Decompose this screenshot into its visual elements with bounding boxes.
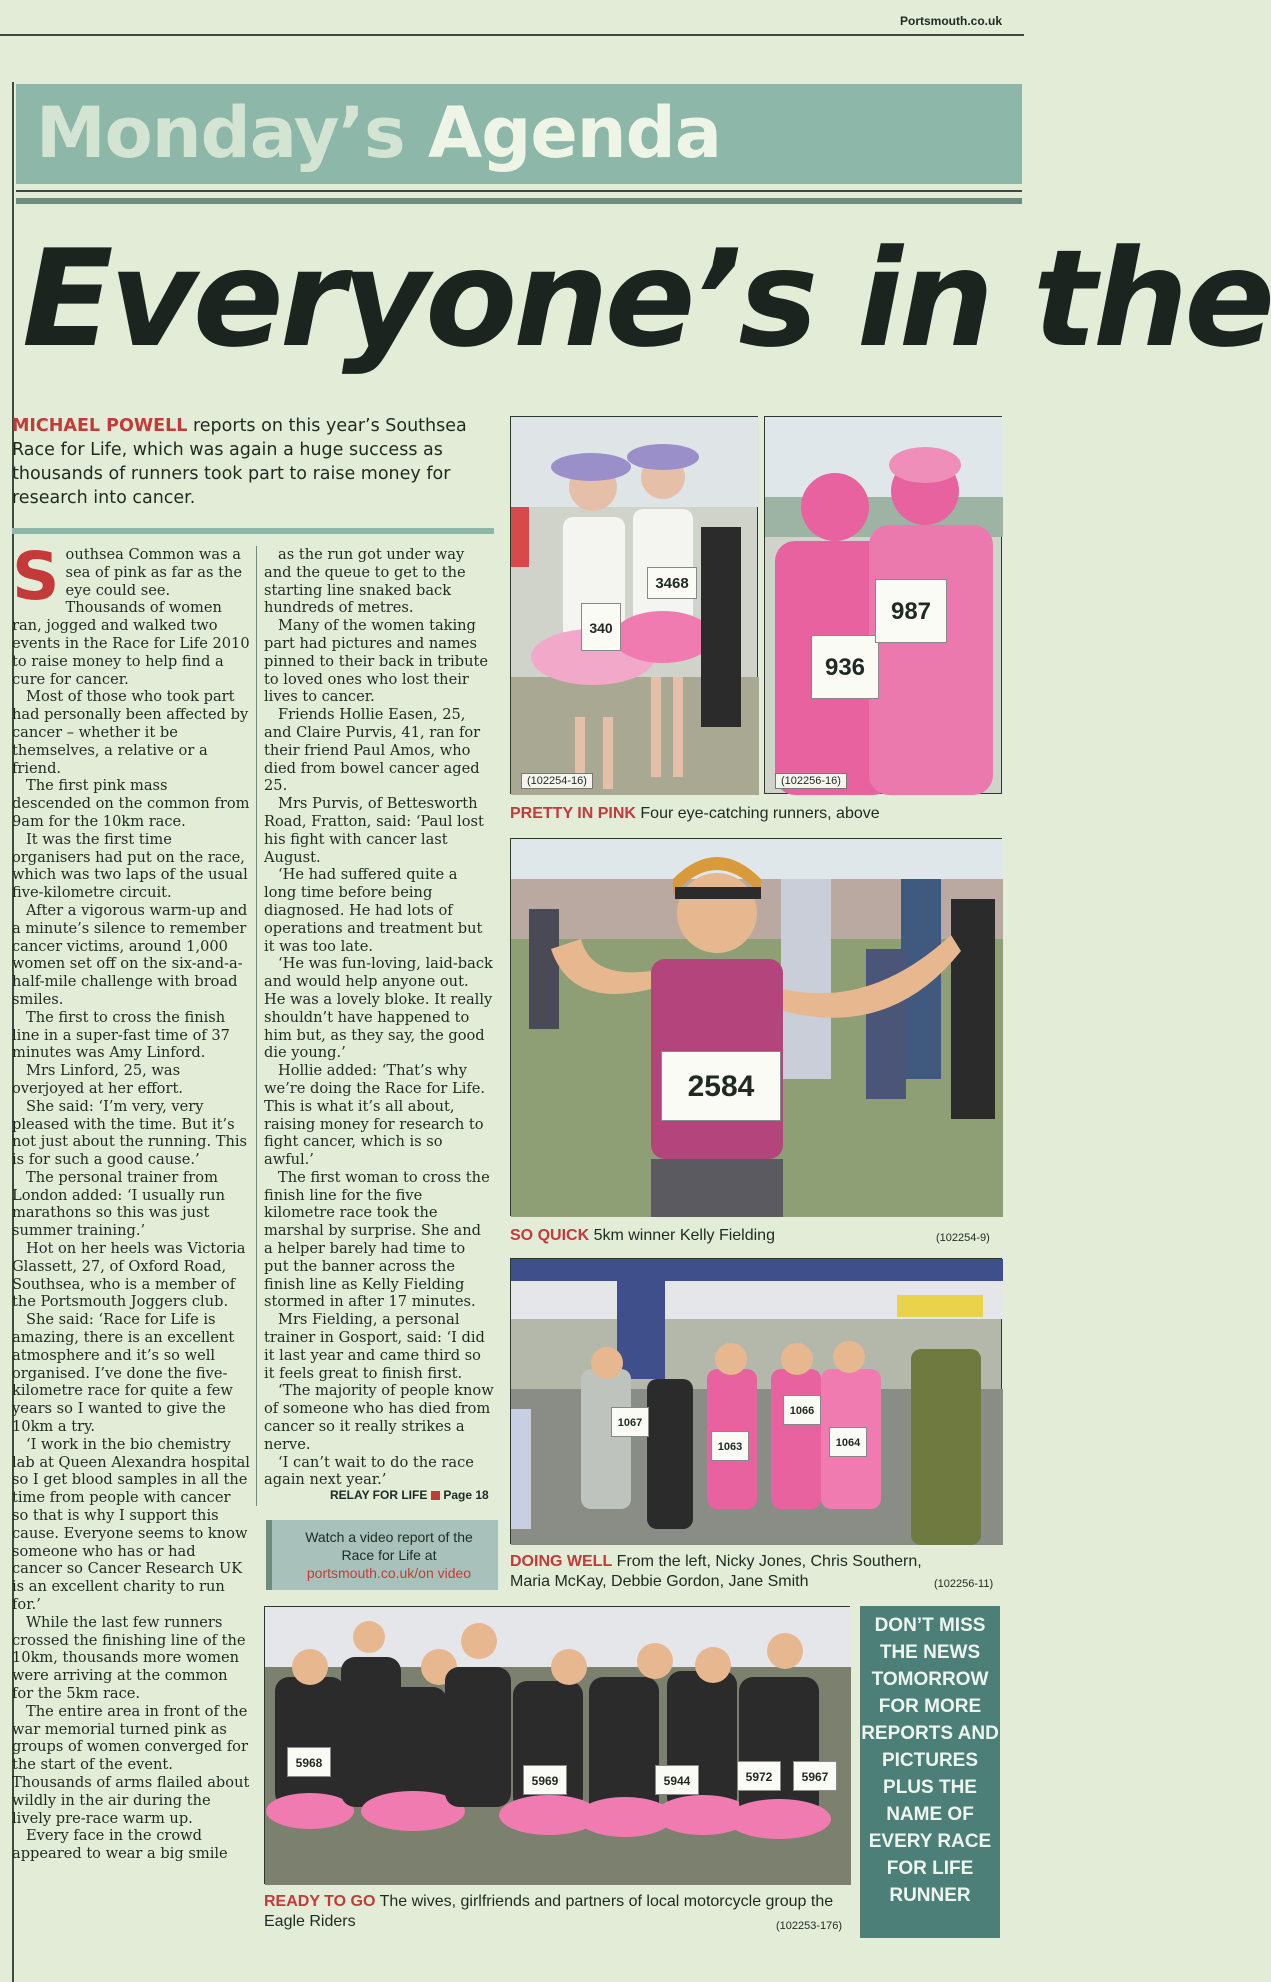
column-divider	[256, 546, 257, 1506]
article-paragraph: The entire area in front of the war memorial turned pink as groups of women converged for the start of the event. Thousands of arms flailed about wildly in the air during the lively pre-race warm up.	[12, 1702, 250, 1827]
article-paragraph: She said: ‘I’m very, very pleased with the time. But it’s not just about the running. This is for such a good cause.’	[12, 1097, 248, 1169]
photo-scene	[511, 417, 759, 795]
byline: MICHAEL POWELL	[12, 416, 188, 436]
promo-box: DON’T MISS THE NEWS TOMORROW FOR MORE REPORTS AND PICTURES PLUS THE NAME OF EVERY RACE FOR LIFE RUNNER	[860, 1606, 1000, 1938]
photo-scene	[511, 839, 1003, 1217]
photo-ref: (102254-16)	[521, 773, 593, 789]
article-paragraph: Many of the women taking part had pictures and names pinned to their back in tribute to loved ones who lost their lives to cancer.	[264, 617, 489, 706]
relay-page: Page 18	[443, 1488, 489, 1502]
caption-lead: READY TO GO	[264, 1893, 376, 1910]
race-bib: 1064	[829, 1427, 867, 1457]
article-paragraph: ‘He had suffered quite a long time before being diagnosed. He had lots of operations and treatment but it was too late.	[264, 866, 483, 955]
photo-so-quick	[510, 838, 1002, 1216]
banner-rule	[16, 190, 1022, 192]
race-bib: 2584	[661, 1051, 781, 1121]
video-line-1: Watch a video report of the	[305, 1529, 473, 1545]
relay-label: RELAY FOR LIFE	[330, 1488, 428, 1502]
caption-text: From the left, Nicky Jones, Chris Southern, Maria McKay, Debbie Gordon, Jane Smith	[510, 1553, 922, 1590]
standfirst-rule	[12, 528, 494, 534]
article-paragraph: After a vigorous warm-up and a minute’s silence to remember cancer victims, around 1,000 women set off on the six-and-a-half-mile challenge with broad smiles.	[12, 901, 248, 1008]
article-paragraph: The first to cross the finish line in a super-fast time of 37 minutes was Amy Linford.	[12, 1008, 230, 1062]
photo-doing-well	[510, 1258, 1002, 1544]
article-paragraph: as the run got under way and the queue to get to the starting line snaked back hundreds of metres.	[264, 546, 466, 617]
article-paragraph: Mrs Fielding, a personal trainer in Gosport, said: ‘I did it last year and came third so it feels great to finish first.	[264, 1311, 485, 1382]
caption-ref: (102254-9)	[936, 1232, 990, 1244]
crossref-square-icon	[431, 1491, 440, 1500]
caption-text: The wives, girlfriends and partners of local motorcycle group the Eagle Riders	[264, 1893, 834, 1930]
section-title	[36, 84, 721, 182]
article-paragraph: ‘The majority of people know of someone who has died from cancer so it really strikes a nerve.	[264, 1382, 494, 1453]
article-paragraph: Most of those who took part had personally been affected by cancer – whether it be themselves, a relative or a friend.	[12, 688, 249, 777]
banner-rule-thick	[16, 198, 1022, 204]
article-paragraph: Mrs Linford, 25, was overjoyed at her effort.	[12, 1062, 183, 1097]
article-column-2	[264, 546, 494, 1489]
article-paragraph: Southsea Common was a sea of pink as far as the eye could see. Thousands of women ran, jogged and walked two events in the Race for Life 2010 to raise money to help find a cure for cancer.	[12, 538, 250, 688]
race-bib: 5972	[737, 1761, 781, 1791]
race-bib: 5969	[523, 1765, 567, 1795]
caption-ref: (102256-11)	[934, 1578, 994, 1590]
article-paragraph: ‘He was fun-loving, laid-back and would help anyone out. He was a lovely bloke. It really shouldn’t have happened to him but, as they say, the good die young.’	[264, 955, 493, 1062]
video-box	[266, 1520, 498, 1590]
article-paragraph: The first pink mass descended on the common from 9am for the 10km race.	[12, 777, 250, 830]
caption-so-quick	[510, 1226, 910, 1246]
video-link[interactable]: portsmouth.co.uk/on video	[306, 1565, 472, 1581]
caption-doing-well	[510, 1552, 930, 1592]
standfirst-text: reports on this year’s Southsea Race for Life, which was again a huge success as thousands of runners took part to raise money for research into cancer.	[12, 416, 467, 508]
article-paragraph: Hollie added: ‘That’s why we’re doing the Race for Life. This is what it’s all about, raising money for research to fight cancer, which is so awful.’	[264, 1062, 486, 1169]
section-word-2: Agenda	[428, 92, 721, 174]
caption-ref: (102253-176)	[776, 1920, 843, 1932]
photo-ref: (102256-16)	[775, 773, 847, 789]
article-paragraph: She said: ‘Race for Life is amazing, there is an excellent atmosphere and it’s so well organised. I’ve done the five-kilometre race for quite a few years so I wanted to give the 10km a try.	[12, 1311, 235, 1436]
standfirst	[12, 414, 490, 510]
caption-text: 5km winner Kelly Fielding	[589, 1227, 775, 1244]
race-bib: 3468	[647, 567, 697, 599]
article-paragraph: Mrs Purvis, of Bettesworth Road, Fratton, said: ‘Paul lost his fight with cancer last August.	[264, 795, 484, 866]
photo-pretty-in-pink-right	[764, 416, 1002, 794]
caption-text: Four eye-catching runners, above	[635, 805, 880, 822]
section-word-1: Monday’s	[36, 92, 405, 174]
article-paragraph: Friends Hollie Easen, 25, and Claire Purvis, 41, ran for their friend Paul Amos, who died from bowel cancer aged 25.	[264, 706, 481, 795]
site-url: Portsmouth.co.uk	[899, 14, 1002, 28]
article-paragraph: ‘I can’t wait to do the race again next year.’	[264, 1453, 474, 1489]
race-bib: 340	[581, 603, 621, 651]
race-bib: 936	[811, 635, 879, 699]
article-paragraph: ‘I work in the bio chemistry lab at Queen Alexandra hospital so I get blood samples in all the time from people with cancer so that is why I support this cause. Everyone seems to know someone who has or had cancer so Cancer Research UK is an excellent charity to run for.’	[12, 1435, 250, 1614]
drop-cap: S	[12, 538, 60, 615]
article-paragraph: It was the first time organisers had put on the race, which was two laps of the usual five-kilometre circuit.	[12, 830, 248, 902]
race-bib: 987	[875, 579, 947, 643]
caption-lead: SO QUICK	[510, 1227, 590, 1244]
caption-lead: PRETTY IN PINK	[510, 805, 636, 822]
article-paragraph: The personal trainer from London added: ‘I usually run marathons so this was just summer training.’	[12, 1168, 225, 1240]
article-column-1	[12, 538, 250, 1863]
article-paragraph: Hot on her heels was Victoria Glassett, 27, of Oxford Road, Southsea, who is a member of the Portsmouth Joggers club.	[12, 1240, 246, 1311]
race-bib: 5944	[655, 1765, 699, 1795]
race-bib: 1066	[783, 1395, 821, 1425]
photo-ready-to-go	[264, 1606, 850, 1884]
race-bib: 5968	[287, 1747, 331, 1777]
relay-crossref	[330, 1488, 489, 1502]
race-bib: 1063	[711, 1431, 749, 1461]
photo-pretty-in-pink-left	[510, 416, 758, 794]
caption-ready-to-go	[264, 1892, 844, 1932]
photo-scene	[265, 1607, 851, 1885]
race-bib: 1067	[611, 1407, 649, 1437]
caption-lead: DOING WELL	[510, 1553, 613, 1570]
race-bib: 5967	[793, 1761, 837, 1791]
article-paragraph: The first woman to cross the finish line for the five kilometre race took the marshal by surprise. She and a helper barely had time to put the banner across the finish line as Kelly Fielding stormed in after 17 minutes.	[264, 1168, 490, 1311]
photo-scene	[511, 1259, 1003, 1545]
top-rule	[0, 34, 1024, 36]
article-paragraph: Every face in the crowd appeared to wear a big smile	[12, 1827, 228, 1863]
video-line-2: Race for Life at	[341, 1547, 437, 1563]
article-paragraph: While the last few runners crossed the finishing line of the 10km, thousands more women were arriving at the common for the 5km race.	[12, 1613, 246, 1702]
headline: Everyone’s in the	[22, 221, 1271, 377]
caption-pretty-in-pink	[510, 804, 1010, 824]
